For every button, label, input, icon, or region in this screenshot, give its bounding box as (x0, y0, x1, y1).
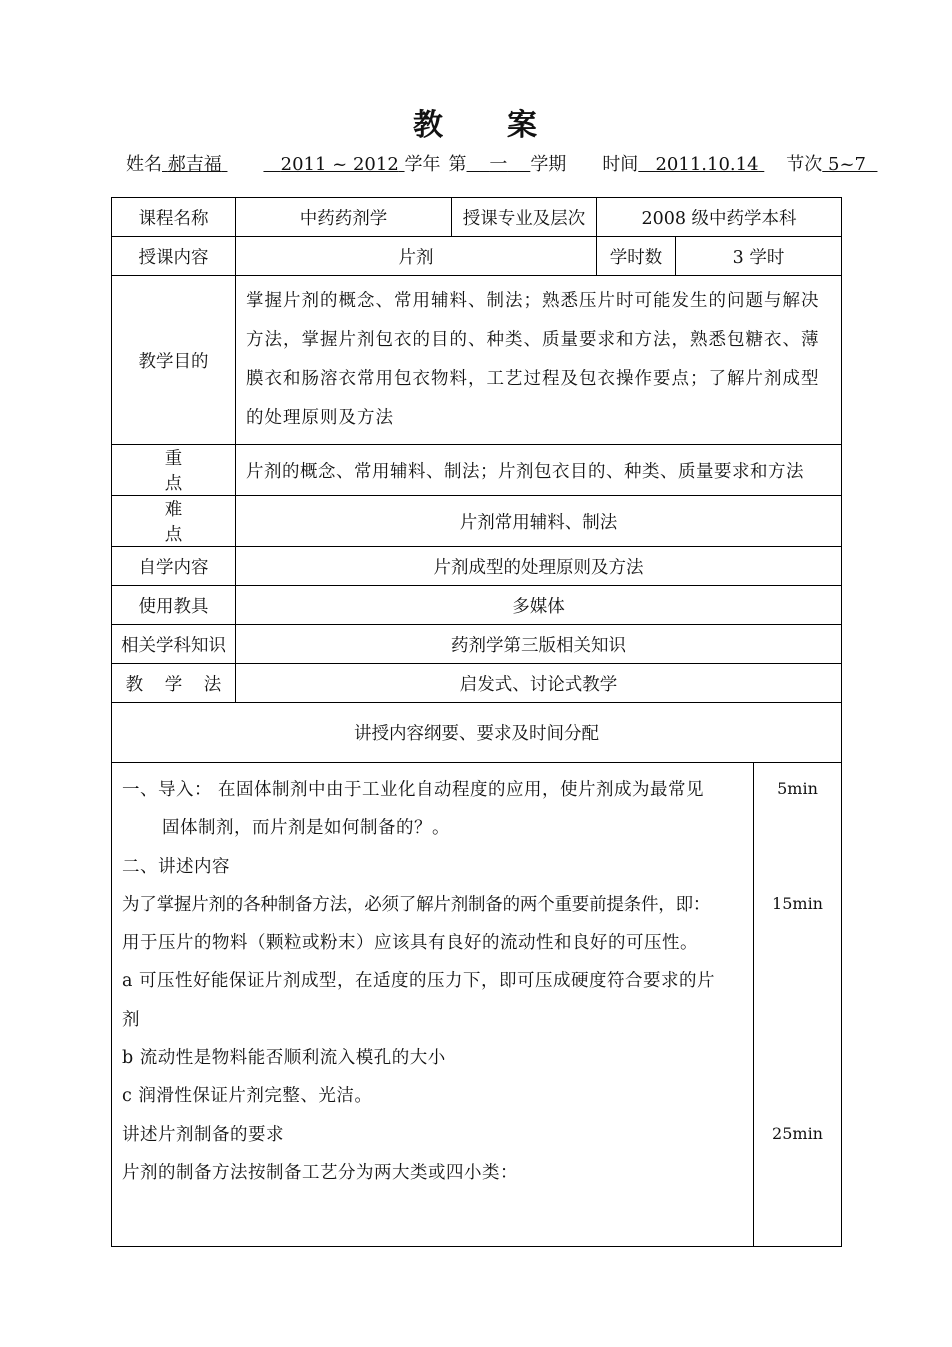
lesson-line: 讲述片剂制备的要求 (122, 1124, 284, 1145)
major-value: 2008 级中药学本科 (597, 198, 842, 237)
time-allocation (754, 763, 842, 1247)
term-prefix: 第 (448, 154, 467, 175)
lesson-content (112, 763, 754, 1247)
lesson-line: 为了掌握片剂的各种制备方法，必须了解片剂制备的两个重要前提条件，即： (122, 894, 711, 915)
year-value: 2011 ~ 2012 (280, 154, 399, 175)
key-label: 重点 (112, 445, 236, 496)
time-15min: 15min (772, 894, 823, 913)
course-name-label: 课程名称 (112, 198, 236, 237)
title-char-2: 案 (507, 108, 539, 143)
lesson-line: 一、导入： 在固体制剂中由于工业化自动程度的应用，使片剂成为最常见 (122, 780, 705, 800)
difficulty-label: 难点 (112, 496, 236, 547)
lesson-line: 二、讲述内容 (122, 856, 230, 877)
lesson-line: 片剂的制备方法按制备工艺分为两大类或四小类： (122, 1162, 518, 1183)
name-label: 姓名 (126, 154, 162, 175)
lesson-line: b 流动性是物料能否顺利流入模孔的大小 (122, 1048, 446, 1069)
lesson-plan-table (111, 197, 842, 1247)
time-5min: 5min (777, 779, 818, 798)
content-value: 片剂 (236, 237, 597, 276)
time-25min: 25min (772, 1124, 823, 1143)
header-info (126, 150, 867, 176)
name-value: 郝吉福 (167, 154, 222, 175)
tools-value: 多媒体 (236, 586, 842, 625)
row-difficulty (112, 496, 842, 547)
row-lesson-body (112, 763, 842, 1247)
tools-label: 使用教具 (112, 586, 236, 625)
term-suffix: 学期 (530, 154, 567, 175)
title-char-1: 教 (413, 108, 445, 143)
row-method (112, 664, 842, 703)
hours-value: 3 学时 (676, 237, 842, 276)
document-title (0, 100, 952, 144)
row-knowledge (112, 625, 842, 664)
lesson-line: 剂 (122, 1009, 140, 1030)
key-value: 片剂的概念、常用辅料、制法；片剂包衣目的、种类、质量要求和方法 (236, 445, 842, 496)
year-label: 学年 (404, 154, 441, 175)
objective-value: 掌握片剂的概念、常用辅料、制法；熟悉压片时可能发生的问题与解决方法，掌握片剂包衣的目的、种类、质量要求和方法，熟悉包糖衣、薄膜衣和肠溶衣常用包衣物料，工艺过程及包衣操作要点；了解片剂成型的处理原则及方法 (236, 276, 842, 445)
lesson-line: c 润滑性保证片剂完整、光洁。 (122, 1086, 373, 1107)
selfstudy-label: 自学内容 (112, 547, 236, 586)
row-outline-heading (112, 703, 842, 763)
content-label: 授课内容 (112, 237, 236, 276)
period-value: 5~7 (828, 154, 867, 175)
objective-label: 教学目的 (112, 276, 236, 445)
method-value: 启发式、讨论式教学 (236, 664, 842, 703)
major-label: 授课专业及层次 (452, 198, 597, 237)
selfstudy-value: 片剂成型的处理原则及方法 (236, 547, 842, 586)
row-key (112, 445, 842, 496)
row-content (112, 237, 842, 276)
time-label: 时间 (602, 154, 639, 175)
term-value: 一 (489, 154, 508, 175)
outline-heading: 讲授内容纲要、要求及时间分配 (112, 703, 842, 763)
method-label: 教 学 法 (112, 664, 236, 703)
lesson-line: 用于压片的物料（颗粒或粉末）应该具有良好的流动性和良好的可压性。 (122, 933, 698, 954)
course-name-value: 中药药剂学 (236, 198, 452, 237)
lesson-line: a 可压性好能保证片剂成型，在适度的压力下，即可压成硬度符合要求的片 (122, 971, 715, 992)
row-course (112, 198, 842, 237)
row-tools (112, 586, 842, 625)
difficulty-value: 片剂常用辅料、制法 (236, 496, 842, 547)
knowledge-value: 药剂学第三版相关知识 (236, 625, 842, 664)
row-selfstudy (112, 547, 842, 586)
period-label: 节次 (786, 154, 823, 175)
time-value: 2011.10.14 (655, 154, 759, 175)
lesson-line: 固体制剂，而片剂是如何制备的？。 (162, 818, 450, 839)
row-objective (112, 276, 842, 445)
knowledge-label: 相关学科知识 (112, 625, 236, 664)
hours-label: 学时数 (597, 237, 676, 276)
